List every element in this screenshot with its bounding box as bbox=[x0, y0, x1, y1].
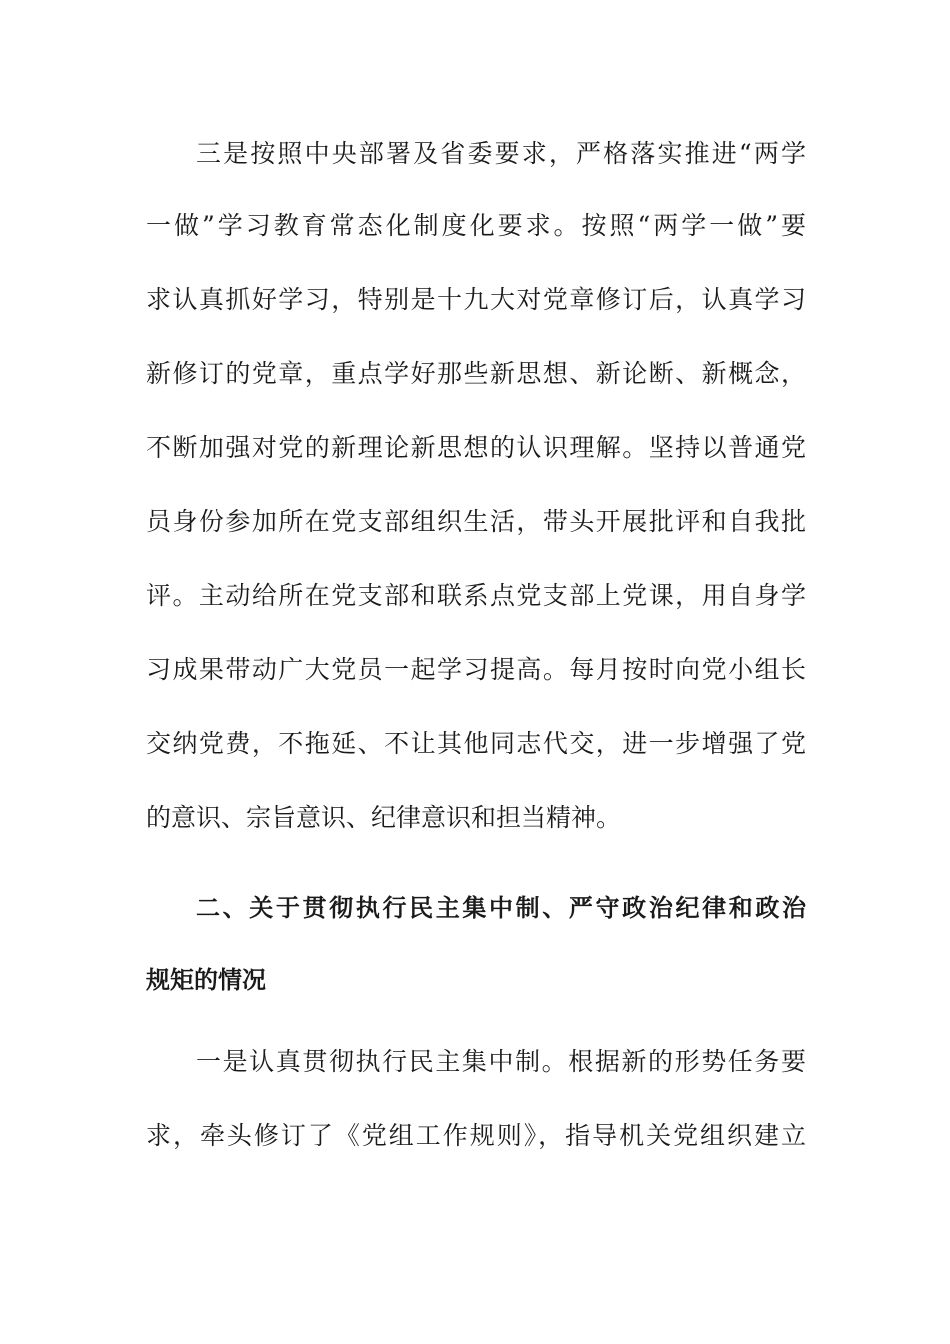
section-heading-line: 二、关于贯彻执行民主集中制、严守政治纪律和政治 bbox=[196, 894, 806, 922]
paragraph-line: 一做”学习教育常态化制度化要求。按照“两学一做”要 bbox=[146, 211, 806, 240]
paragraph-line: 不断加强对党的新理论新思想的认识理解。坚持以普通党 bbox=[146, 433, 806, 462]
paragraph-line: 评。主动给所在党支部和联系点党支部上党课，用自身学 bbox=[146, 581, 806, 610]
paragraph-line: 员身份参加所在党支部组织生活，带头开展批评和自我批 bbox=[146, 507, 806, 536]
paragraph-line: 一是认真贯彻执行民主集中制。根据新的形势任务要 bbox=[196, 1047, 806, 1076]
paragraph-line: 习成果带动广大党员一起学习提高。每月按时向党小组长 bbox=[146, 655, 806, 684]
paragraph-line: 的意识、宗旨意识、纪律意识和担当精神。 bbox=[146, 803, 622, 832]
paragraph-line: 新修订的党章，重点学好那些新思想、新论断、新概念， bbox=[146, 359, 806, 388]
paragraph-line: 三是按照中央部署及省委要求，严格落实推进“两学 bbox=[196, 139, 806, 168]
section-heading-line: 规矩的情况 bbox=[146, 966, 266, 994]
paragraph-line: 求，牵头修订了《党组工作规则》，指导机关党组织建立 bbox=[146, 1121, 806, 1150]
paragraph-line: 交纳党费，不拖延、不让其他同志代交，进一步增强了党 bbox=[146, 729, 806, 758]
paragraph-line: 求认真抓好学习，特别是十九大对党章修订后，认真学习 bbox=[146, 285, 806, 314]
